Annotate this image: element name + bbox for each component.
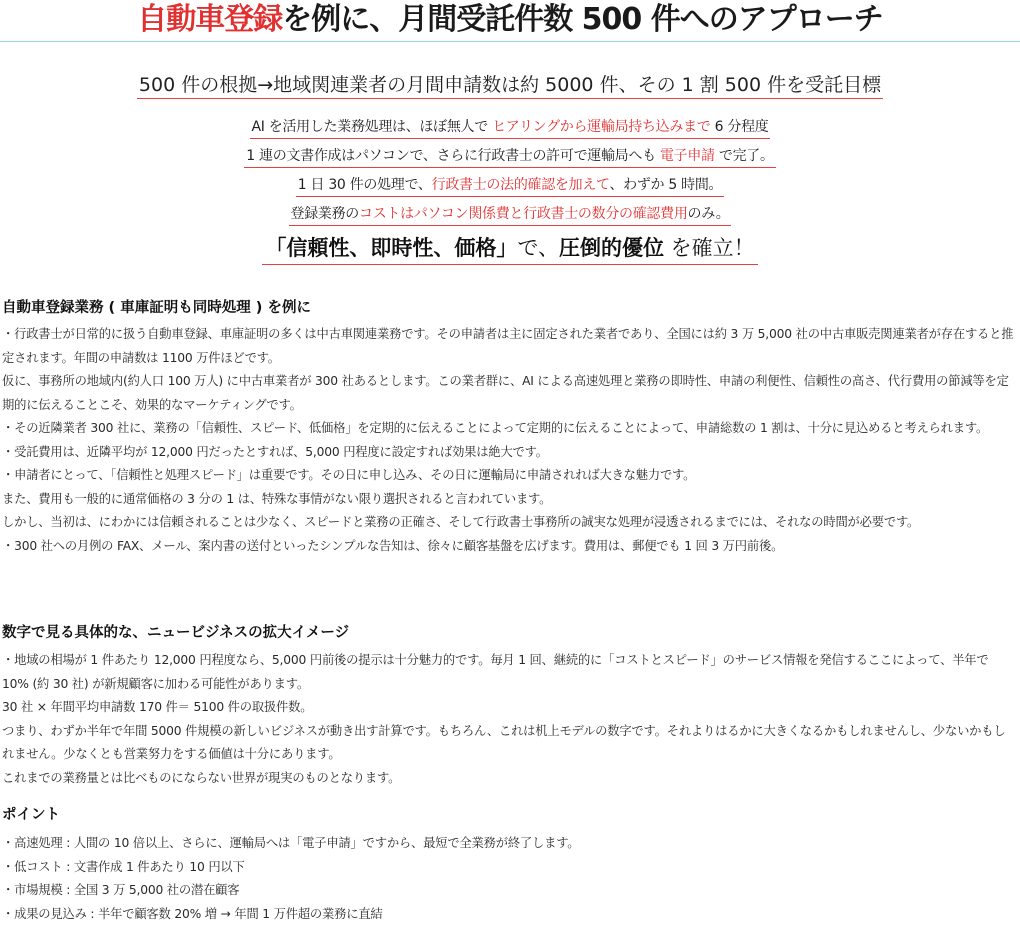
section-heading-registration: 自動車登録業務 ( 車庫証明も同時処理 ) を例に	[2, 300, 311, 316]
paragraph: ・その近隣業者 300 社に、業務の「信頼性、スピード、低価格」を定期的に伝えることによって定期的に伝えることによって、申請総数の 1 割は、十分に見込めると考えられます。	[2, 421, 989, 435]
list-item: ・市場規模 : 全国 3 万 5,000 社の潜在顧客	[2, 883, 240, 897]
highlight-3-text: 1 日 30 件の処理で、	[297, 177, 432, 193]
section-body-points	[2, 832, 1016, 926]
slogan-part-3: 圧倒的優位	[558, 236, 664, 260]
highlight-line-3	[0, 174, 1020, 197]
list-item: ・高速処理 : 人間の 10 倍以上、さらに、運輸局へは「電子申請」ですから、最短で全業務が終了します。	[2, 836, 580, 850]
paragraph: しかし、当初は、にわかには信頼されることは少なく、スピードと業務の正確さ、そして行政書士事務所の誠実な処理が浸透されるまでには、それなの時間が必要です。	[2, 515, 920, 529]
subheading-text: 500 件の根拠→地域関連業者の月間申請数は約 5000 件、その 1 割 500 件を受託目標	[137, 72, 883, 99]
paragraph: 30 社 × 年間平均申請数 170 件＝ 5100 件の取扱件数。	[2, 700, 313, 714]
section-heading-points: ポイント	[2, 807, 60, 823]
highlight-1-text: AI を活用した業務処理は、ほぼ無人で	[251, 119, 493, 135]
highlight-4-red: コストはパソコン関係費と行政書士の数分の確認費用	[359, 206, 688, 222]
paragraph: これまでの業務量とは比べものにならない世界が現実のものとなります。	[2, 770, 401, 785]
title-part-2: を例に、月間	[282, 2, 457, 37]
slogan-part-1: 「信頼性、即時性、価格」	[265, 236, 518, 260]
highlight-2-red: 電子申請	[659, 148, 715, 164]
highlight-4-tail: のみ。	[687, 206, 730, 222]
section-body-expansion	[2, 649, 1016, 790]
paragraph: ・受託費用は、近隣平均が 12,000 円だったとすれば、5,000 円程度に設定すれば効果は絶大です。	[2, 444, 548, 459]
title-divider	[0, 41, 1020, 42]
highlight-line-1	[0, 116, 1020, 139]
highlight-2-text: 1 連の文書作成はパソコンで、さらに行政書士の許可で運輸局へも	[246, 148, 660, 164]
paragraph: ・行政書士が日常的に扱う自動車登録、車庫証明の多くは中古車関連業務です。その申請者は主に固定された業者であり、全国には約 3 万 5,000 社の中古車販売関連業者が存在すると推定されます。年間の申請数は 1100 万件ほどです。	[2, 327, 1014, 365]
title-part-4: 件へのアプローチ	[641, 2, 883, 37]
highlight-3-red: 行政書士の法的確認を加えて	[431, 177, 610, 193]
list-item: ・成果の見込み : 半年で顧客数 20% 増 → 年間 1 万件超の業務に直結	[2, 906, 383, 921]
slogan-part-4: を確立！	[663, 236, 755, 260]
list-item: ・低コスト : 文書作成 1 件あたり 10 円以下	[2, 859, 245, 874]
paragraph: 仮に、事務所の地域内(約人口 100 万人) に中古車業者が 300 社あるとします。この業者群に、AI による高速処理と業務の即時性、申請の利便性、信頼性の高さ、代行費用の節減等を定期的に伝えることこそ、効果的なマーケティングです。	[2, 374, 1009, 412]
subheading	[0, 72, 1020, 99]
highlight-2-tail: で完了。	[714, 148, 774, 164]
paragraph: ・地域の相場が 1 件あたり 12,000 円程度なら、5,000 円前後の提示は十分魅力的です。毎月 1 回、継続的に「コストとスピード」のサービス情報を発信するここによって、半年で 10% (約 30 社) が新規顧客に加わる可能性があります。	[2, 653, 989, 691]
paragraph: ・300 社への月例の FAX、メール、案内書の送付といったシンプルな告知は、徐々に顧客基盤を広げます。費用は、郵便でも 1 回 3 万円前後。	[2, 538, 784, 553]
paragraph: また、費用も一般的に通常価格の 3 分の 1 は、特殊な事情がない限り選択されると言われています。	[2, 491, 552, 506]
paragraph: ・申請者にとって、「信頼性と処理スピード」は重要です。その日に申し込み、その日に運輸局に申請されれば大きな魅力です。	[2, 468, 696, 482]
highlight-line-4	[0, 203, 1020, 226]
paragraph: つまり、わずか半年で年間 5000 件規模の新しいビジネスが動き出す計算です。もちろん、これは机上モデルの数字です。それよりはるかに大きくなるかもしれませんし、少ないかもしれません。少なくとも営業努力をする価値は十分にあります。	[2, 723, 1006, 761]
section-heading-expansion: 数字で見る具体的な、ニュービジネスの拡大イメージ	[2, 625, 350, 641]
highlight-3-tail: 、わずか 5 時間。	[609, 177, 723, 193]
highlight-line-2	[0, 145, 1020, 168]
highlight-1-tail: 6 分程度	[710, 119, 769, 135]
slogan	[0, 233, 1020, 265]
slogan-part-2: で、	[517, 236, 559, 260]
highlight-1-red: ヒアリングから運輸局持ち込みまで	[492, 119, 711, 135]
highlight-4-text: 登録業務の	[290, 206, 359, 222]
page-title	[0, 0, 1020, 40]
section-body-registration	[2, 323, 1016, 558]
title-part-3: 受託件数 500	[456, 2, 642, 37]
title-highlight-1: 自動車登録	[137, 2, 283, 37]
